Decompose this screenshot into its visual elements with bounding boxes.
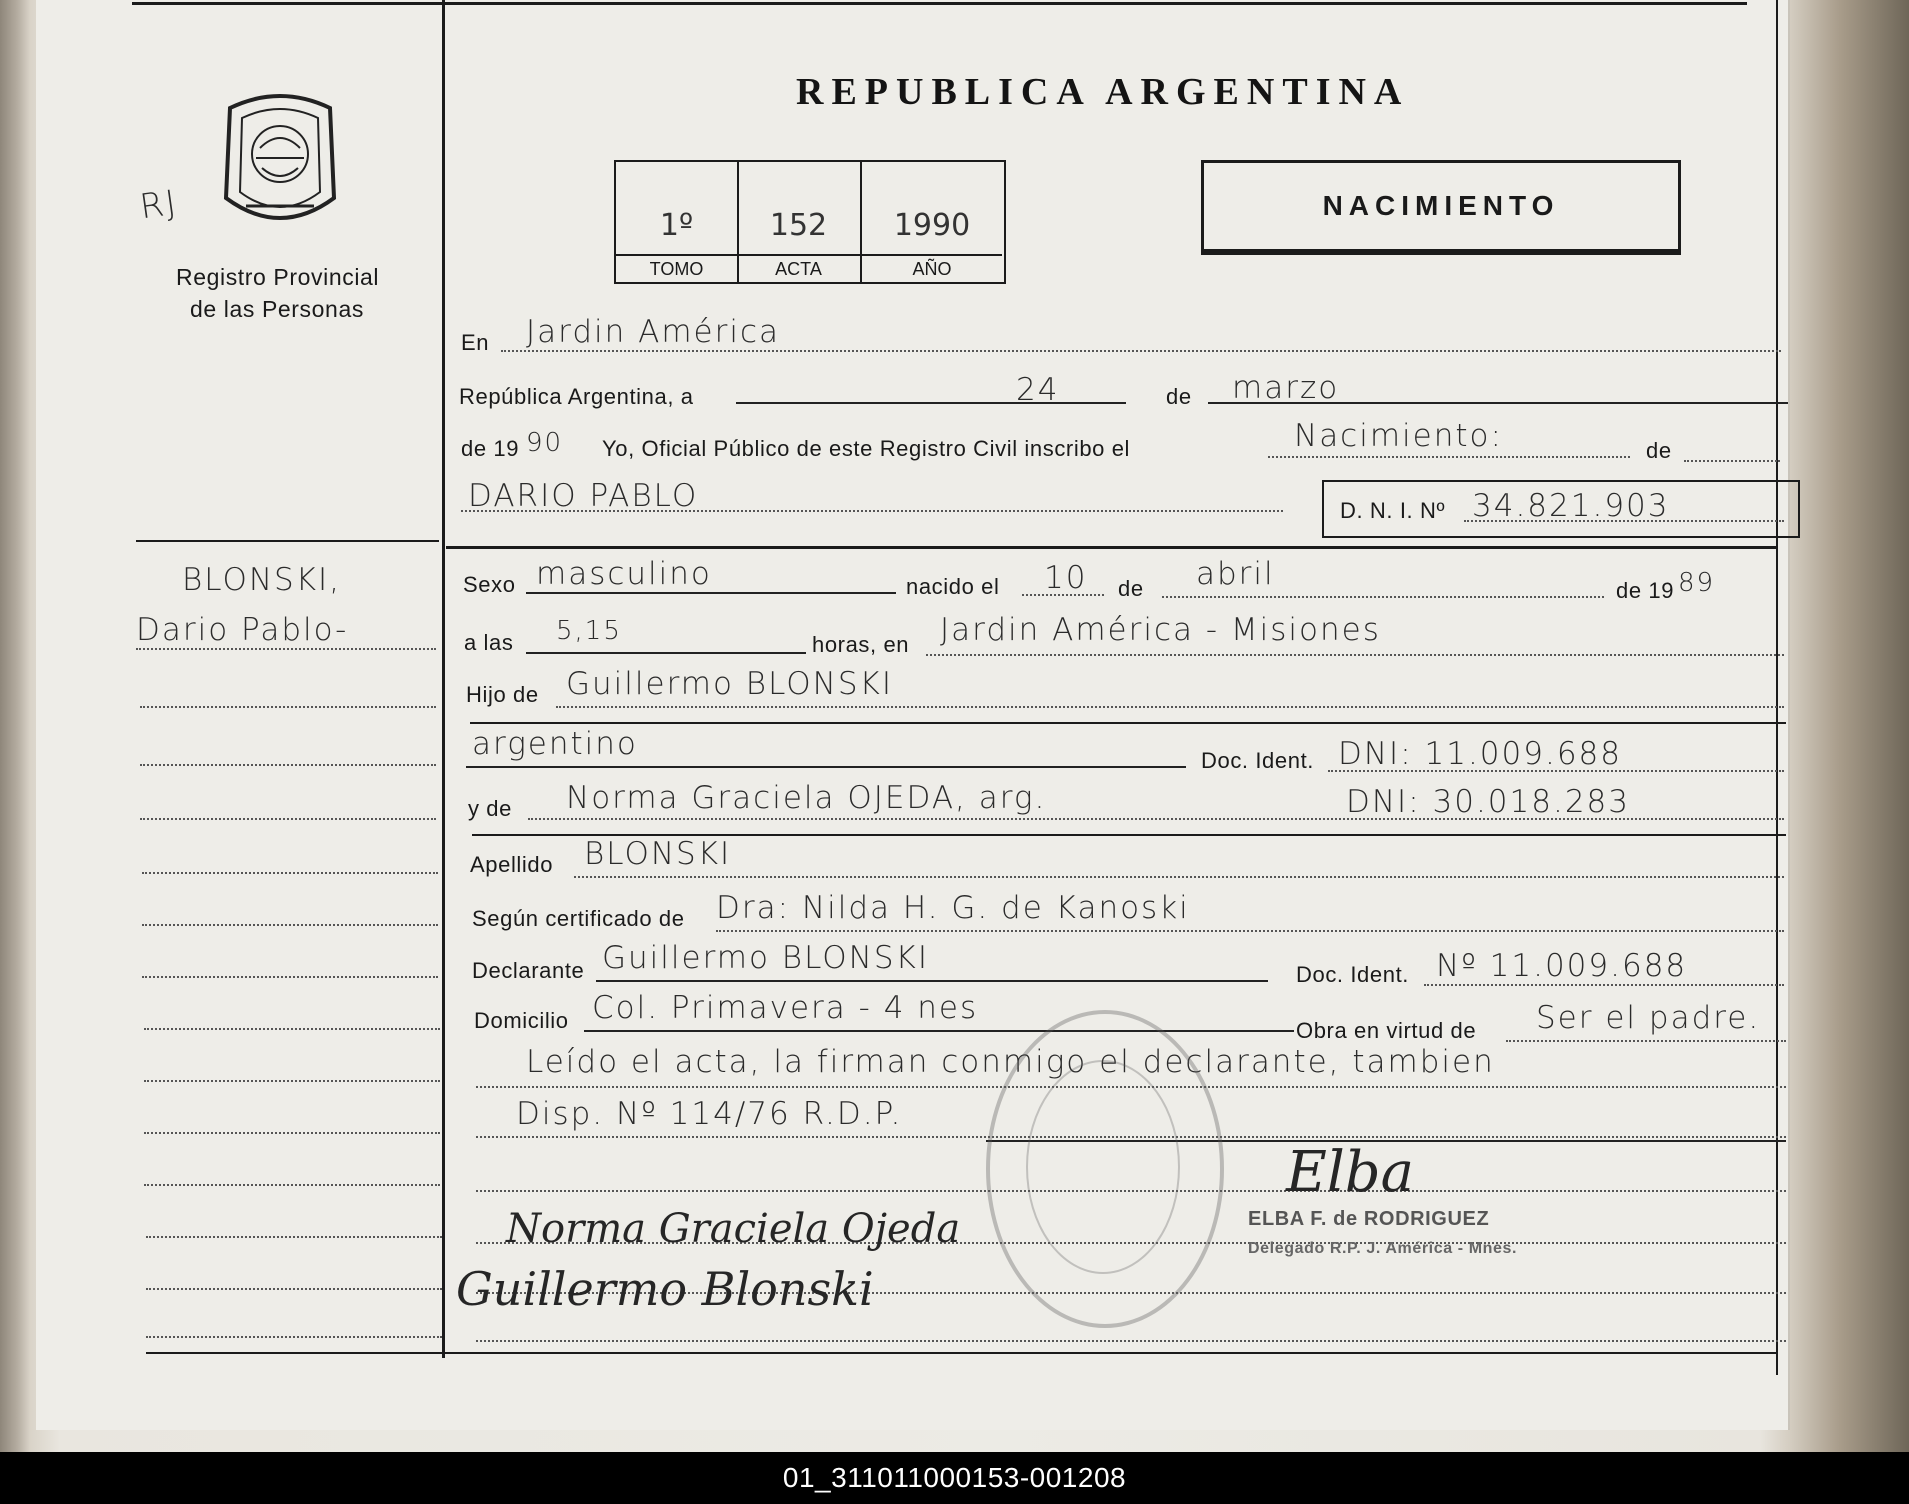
label-sexo: Sexo <box>463 572 516 597</box>
line-day <box>736 402 1126 404</box>
column-divider <box>442 0 445 1358</box>
label-domicilio: Domicilio <box>474 1008 569 1033</box>
label-segun: Según certificado de <box>472 906 685 931</box>
field-name: DARIO PABLO <box>468 478 699 514</box>
label-republica: República Argentina, a <box>459 384 694 409</box>
anio-value: 1990 <box>893 208 971 243</box>
margin-line <box>146 1336 442 1338</box>
field-father-nationality: argentino <box>472 726 638 762</box>
line-certificate <box>716 930 1784 932</box>
field-mother: Norma Graciela OJEDA, arg. <box>566 780 1047 816</box>
label-de-name: de <box>1646 438 1672 463</box>
line-en <box>501 350 1781 352</box>
dni-box <box>1322 480 1800 538</box>
acta-cell <box>737 162 862 282</box>
field-mother-doc: DNI: 30.018.283 <box>1346 784 1630 820</box>
margin-line <box>142 976 438 978</box>
field-father-doc: DNI: 11.009.688 <box>1338 736 1622 772</box>
margin-line <box>142 924 438 926</box>
label-obra: Obra en virtud de <box>1296 1018 1477 1043</box>
margin-initials: RJ <box>137 182 181 228</box>
field-dni: 34.821.903 <box>1472 488 1670 524</box>
field-note-1: Leído el acta, la firman conmigo el declarante, tambien <box>526 1044 1495 1080</box>
label-de-19: de 19 <box>461 436 520 461</box>
anio-label: AÑO <box>862 254 1002 280</box>
margin-line <box>146 1288 442 1290</box>
field-hour: 5,15 <box>556 616 622 646</box>
institution-line1: Registro Provincial <box>176 264 380 290</box>
register-page <box>36 0 1788 1430</box>
label-de-month: de <box>1166 384 1192 409</box>
margin-line <box>144 1184 440 1186</box>
margin-line <box>140 764 436 766</box>
official-stamp-line1: ELBA F. de RODRIGUEZ <box>1248 1208 1490 1230</box>
provincial-seal-icon <box>216 88 344 238</box>
margin-rule <box>136 540 439 542</box>
line-surname <box>574 876 1784 878</box>
field-declarant: Guillermo BLONSKI <box>602 940 930 976</box>
field-note-2: Disp. Nº 114/76 R.D.P. <box>516 1096 903 1132</box>
field-certificate-by: Dra: Nilda H. G. de Kanoski <box>716 890 1190 926</box>
bottom-border <box>146 1352 1776 1354</box>
section-rule <box>446 546 1776 549</box>
tomo-cell <box>616 162 739 282</box>
margin-line <box>140 706 436 708</box>
image-id: 01_311011000153-001208 <box>782 1462 1127 1493</box>
line-birthmonth <box>1162 596 1604 598</box>
line-birthplace <box>926 654 1784 656</box>
official-signature: Elba <box>1286 1140 1415 1205</box>
label-doc-ident: Doc. Ident. <box>1201 748 1314 773</box>
line-act <box>1268 456 1630 458</box>
official-stamp-line2: Delegado R.P. J. América - Mnes. <box>1248 1240 1518 1257</box>
institution-line2: de las Personas <box>190 296 364 322</box>
margin-line <box>136 648 436 650</box>
line-father <box>556 706 1784 708</box>
line-declarant-doc <box>1424 984 1784 986</box>
margin-surname: BLONSKI, <box>182 562 342 598</box>
margin-line <box>146 1236 442 1238</box>
document-type-box <box>1201 160 1681 252</box>
label-en: En <box>461 330 490 355</box>
margin-given-name: Dario Pablo- <box>136 612 349 648</box>
line-de <box>1684 460 1780 462</box>
label-horas-en: horas, en <box>812 632 910 657</box>
tomo-label: TOMO <box>616 254 737 280</box>
margin-line <box>144 1028 440 1030</box>
line-domicile <box>584 1030 1294 1032</box>
line-hour <box>526 652 806 654</box>
field-declarant-doc: Nº 11.009.688 <box>1436 948 1688 984</box>
label-a-las: a las <box>464 630 514 655</box>
label-yo-oficial: Yo, Oficial Público de este Registro Civil inscribo el <box>602 436 1131 461</box>
field-sex: masculino <box>536 556 712 592</box>
field-birth-year: 89 <box>1678 568 1716 598</box>
label-de-19-birth: de 19 <box>1616 578 1675 603</box>
label-nacido: nacido el <box>906 574 1000 599</box>
field-birth-month: abril <box>1196 556 1275 592</box>
acta-value: 152 <box>769 208 828 243</box>
field-domicile: Col. Primavera - 4 nes <box>592 990 979 1026</box>
label-de-birthmonth: de <box>1118 576 1144 601</box>
document-type: NACIMIENTO <box>1322 190 1560 221</box>
tomo-value: 1º <box>659 208 694 243</box>
field-birth-place: Jardin América - Misiones <box>940 612 1381 648</box>
image-id-bar <box>0 1452 1909 1504</box>
field-by-virtue: Ser el padre. <box>1536 1000 1761 1036</box>
field-year: 90 <box>526 428 564 458</box>
line-declarant <box>596 980 1268 982</box>
field-act: Nacimiento: <box>1294 418 1503 454</box>
field-birth-day: 10 <box>1044 560 1088 596</box>
field-place: Jardin América <box>526 314 781 350</box>
acta-label: ACTA <box>737 254 860 280</box>
line-nationality <box>466 766 1186 768</box>
field-day: 24 <box>1016 372 1060 408</box>
line-sexo <box>526 592 896 594</box>
label-doc-ident-2: Doc. Ident. <box>1296 962 1409 987</box>
margin-line <box>140 818 436 820</box>
rule-father <box>470 722 1786 724</box>
anio-cell <box>862 162 1002 282</box>
registry-box <box>614 160 1006 284</box>
father-signature: Guillermo Blonski <box>456 1262 874 1316</box>
field-father: Guillermo BLONSKI <box>566 666 894 702</box>
right-border <box>1776 0 1778 1375</box>
mother-signature: Norma Graciela Ojeda <box>506 1206 961 1252</box>
top-border <box>132 2 1747 5</box>
label-dni: D. N. I. Nº <box>1340 498 1446 523</box>
country-title: REPUBLICA ARGENTINA <box>796 71 1410 113</box>
field-month: marzo <box>1232 370 1340 406</box>
margin-line <box>144 1080 440 1082</box>
official-stamp-inner <box>1026 1060 1180 1274</box>
label-hijo-de: Hijo de <box>466 682 539 707</box>
line-virtue <box>1506 1040 1786 1042</box>
line-note-6 <box>476 1340 1786 1342</box>
label-declarante: Declarante <box>472 958 585 983</box>
field-surname: BLONSKI <box>584 836 732 872</box>
margin-line <box>142 872 438 874</box>
label-apellido: Apellido <box>470 852 554 877</box>
label-y-de: y de <box>468 796 512 821</box>
margin-line <box>144 1132 440 1134</box>
